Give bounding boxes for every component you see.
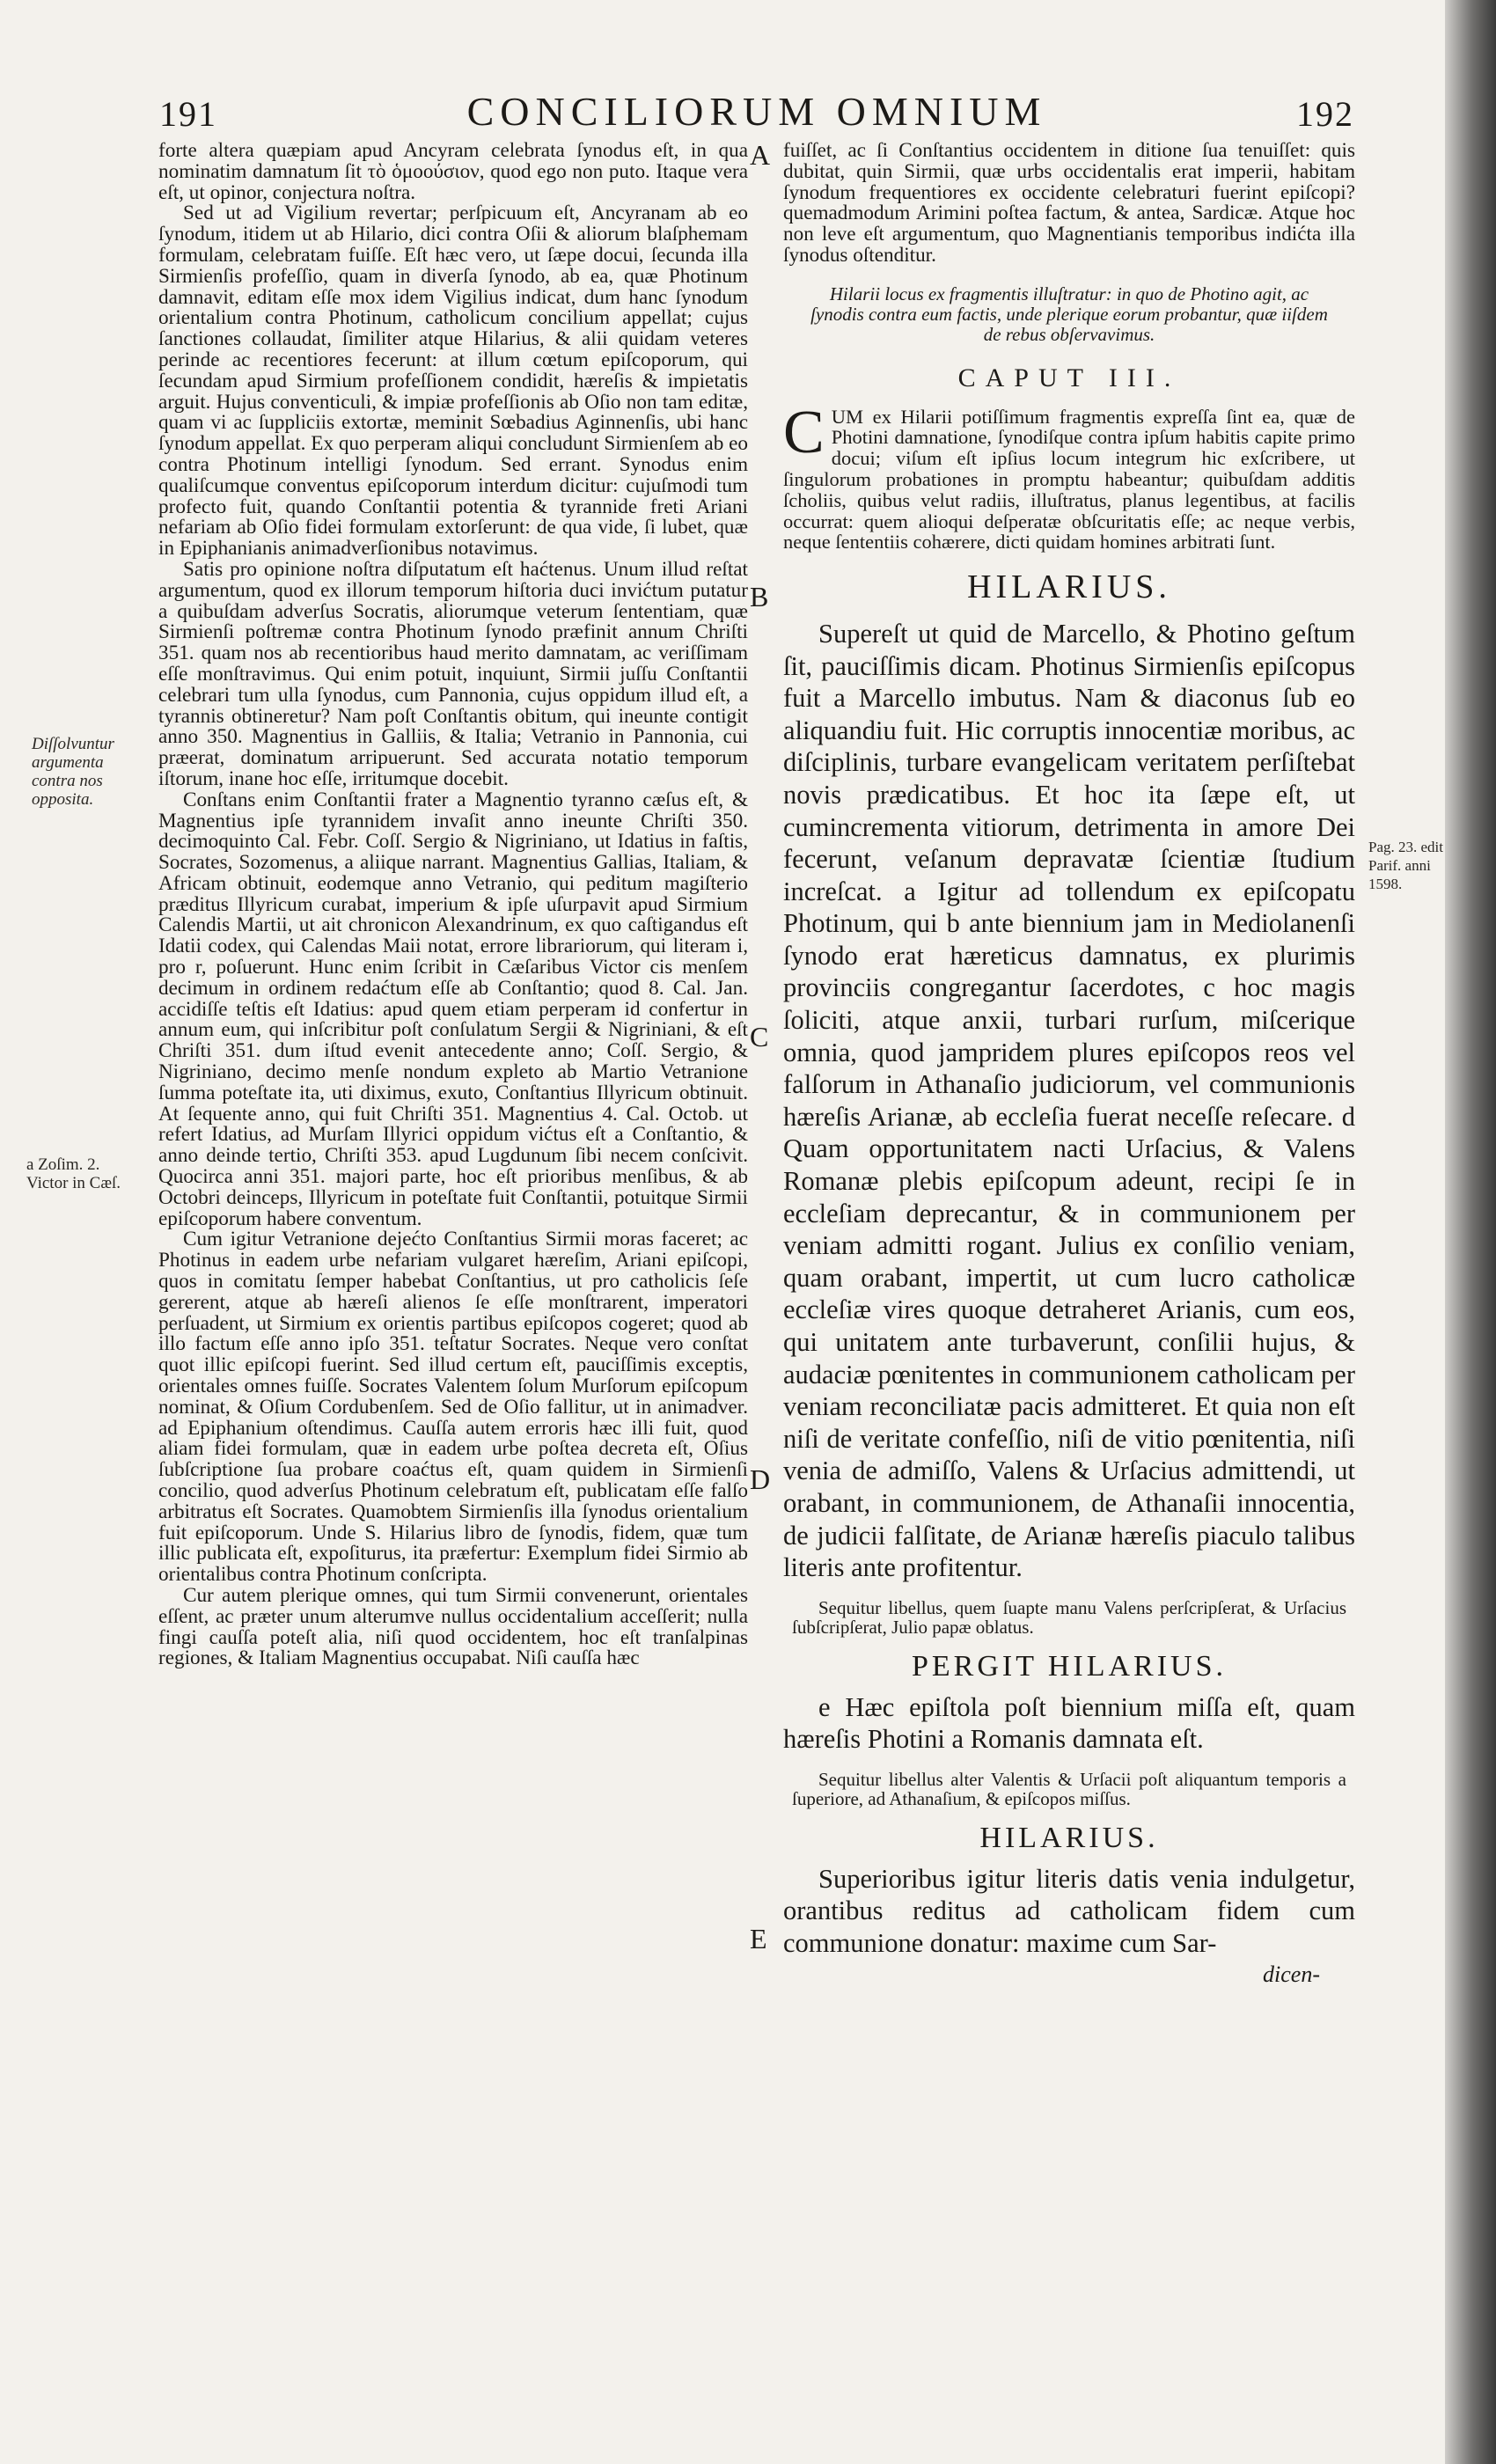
margin-note-left-2: a Zoſim. 2. Victor in Cæſ. bbox=[26, 1155, 121, 1192]
final-text: Superioribus igitur literis datis venia indulgetur, orantibus reditus ad catholicam fidem cum communione donatur: maxime cum Sar- bbox=[783, 1863, 1355, 1958]
catchword: dicen- bbox=[1263, 1962, 1320, 1988]
final-block bbox=[783, 1863, 1355, 1991]
chapter-heading: CAPUT III. bbox=[957, 363, 1181, 392]
heading-hilarius: HILARIUS. bbox=[967, 568, 1171, 606]
right-top-paragraph: fuiſſet, ac ſi Conſtantius occidentem in ditione ſua tenuiſſet: quis dubitat, quin Sirmii, quæ urbs occidentalis erat imperii, habitam ſynodum frequentiores ex occidente celebraturi fuerint epiſcopi? quemadmodum Arimini poſtea factum, & antea, Sardicæ. Atque hoc non leve eſt argumentum, quo Magnentianis temporibus indićta illa ſynodus oſtenditur. bbox=[783, 139, 1355, 267]
editorial-note-1: Sequitur libellus, quem ſuapte manu Valens perſcripſerat, & Urſacius ſubſcripſerat, Julio papæ oblatus. bbox=[792, 1596, 1346, 1638]
left-paragraph-5: Cum igitur Vetranione dejećto Conſtantius Sirmii moras faceret; ac Photinus in eadem urbe nefariam vulgaret hæreſim, Ariani epiſcopi, quos in comitatu ſemper habebat Conſtantius, ut pro catholicis ſeſe gererent, atque ab hæreſi alienos ſe eſſe monſtrarent, imperatori perſuadent, ut Sirmium ex orientis partibus epiſcopos cogeret; quod ab illo factum eſſe anno ipſo 351. teſtatur Socrates. Neque vero conſtat quot illic epiſcopi fuerint. Sed illud certum eſt, pauciſſimis exceptis, orientales omnes fuiſſe. Socrates Valentem ſolum Murſorum epiſcopum nominat, & Oſium Cordubenſem. Sed de Oſio fallitur, ut in animadver. ad Epiphanium oſtendimus. Cauſſa autem erroris hæc illi fuit, quod aliam fidei formulam, quæ in eadem urbe poſtea decreta eſt, Oſius ſubſcriptione ſua probare coaćtus eſt, quam quidem in Sirmienſi concilio, quod adverſus Photinum celebratum eſt, publicatam eſſe falſo arbitratus eſt Socrates. Quamobtem Sirmienſis illa ſynodus orientalium fuit epiſcoporum. Unde S. Hilarius libro de ſynodis, fidem, quæ tum illic publicata eſt, expoſiturus, ita præfertur: Exemplum fidei Sirmio ab orientalibus contra Photinum conſcripta. bbox=[158, 1228, 748, 1587]
margin-note-left-1: Diſſolvuntur argumenta contra nos opposita. bbox=[32, 735, 114, 809]
running-title: CONCILIORUM OMNIUM bbox=[466, 89, 1047, 134]
left-column bbox=[158, 141, 748, 1669]
pergit-text: e Hæc epiſtola poſt biennium miſſa eſt, quam hæreſis Photini a Romanis damnata eſt. bbox=[783, 1691, 1355, 1755]
section-letter-c: C bbox=[750, 1021, 769, 1052]
page-edge-shadow bbox=[1445, 0, 1496, 2464]
heading-hilarius-2: HILARIUS. bbox=[979, 1821, 1159, 1854]
margin-note-right-1: Pag. 23. edit Parif. anni 1598. bbox=[1368, 839, 1443, 892]
heading-pergit-hilarius: PERGIT HILARIUS. bbox=[911, 1649, 1228, 1683]
left-paragraph-1: forte altera quæpiam apud Ancyram celebrata ſynodus eſt, in qua nominatim damnatum ſit τὸ ὁμοούσιον, quod ego non puto. Itaque vera eſt, ut opinor, conjectura noſtra. bbox=[158, 139, 748, 204]
hilarius-text: Supereſt ut quid de Marcello, & Photino geſtum ſit, pauciſſimis dicam. Photinus Sirmienſis epiſcopus fuit a Marcello imbutus. Nam & diaconus ſub eo aliquandiu fuit. Hic corruptis innocentiæ moribus, ac diſciplinis, turbare evangelicam veritatem perſiſtebat novis prædicatibus. Et hoc ita ſæpe eſt, ut cumincrementa vitiorum, detrimenta in amore Dei fecerunt, veſanum depravatæ ſcientiæ ſtudium increſcat. a Igitur ad tollendum ex epiſcopatu Photinum, qui b ante biennium jam in Mediolanenſi ſynodo erat hæreticus damnatus, ex plurimis provinciis congregantur ſacerdotes, c hoc magis ſoliciti, atque anxii, turbari rurſum, miſcerique omnia, quod jampridem plures epiſcopos reos vel falſorum in Athanaſio judiciorum, vel communionis hæreſis Arianæ, ab eccleſia fuerat neceſſe reſecare. d Quam opportunitatem nacti Urſacius, & Valens Romanæ plebis epiſcopum adeunt, recipi ſe in eccleſiam deprecantur, & in communionem per veniam admitti rogant. Julius ex conſilio veniam, quam orabant, impertit, ut cum lucro catholicæ eccleſiæ vires quoque detraheret Arianis, cum eos, qui unitatem ante turbaverunt, conſilii hujus, & audaciæ pœnitentes in communionem catholicam per veniam reconciliatæ pacis admitteret. Et quia non eſt niſi de veritate confeſſio, niſi de vitio pœnitentia, niſi venia de admiſſo, Valens & Urſacius admittendi, ut orabant, in communionem, de Athanaſii innocentia, de judicii falſitate, de Arianæ hæreſis piaculo talibus literis ante profitentur. bbox=[783, 618, 1355, 1583]
editorial-note-2: Sequitur libellus alter Valentis & Urſacii poſt aliquantum temporis a ſuperiore, ad Athanaſium, & epiſcopos miſſus. bbox=[792, 1768, 1346, 1809]
running-header bbox=[154, 88, 1360, 141]
left-paragraph-2: Sed ut ad Vigilium revertar; perſpicuum eſt, Ancyranam ab eo ſynodum, itidem ut ab Hilario, dici contra Oſii & aliorum blaſphemam formulam, celebratam fuiſſe. Eſt hæc vero, ut ſæpe docui, ſecunda illa Sirmienſis profeſſio, quam in diverſa ſynodo, ab ea, quæ Photinum damnavit, editam eſſe mox idem Vigilius indicat, dum hanc ſynodum orientalium contra Photinum, catholicum concilium appellat; cujus ſanctiones collaudat, ſimiliter atque Hilarius, & alii quidam veteres perinde ac recentiores fecerunt: at illum cœtum epiſcoporum, qui ſecundam apud Sirmium profeſſionem condidit, hæreſis & impietatis arguit. Hujus conventiculi, & impiæ profeſſionis ab Oſio non tam editæ, quam vi ac ſuppliciis extortæ, meminit Sœbadius Aginnenſis, ubi hanc ſynodum appellat. Ex quo perperam aliqui concludunt Sirmienſem ab eo contra Photinum intelligi ſynodum. Sed errant. Synodus enim qualiſcumque conventus epiſcoporum interdum dicitur: cujuſmodi tum profecto fuit, quando Conſtantii potentia & tyrannide freti Ariani nefariam ab Oſio fidei formulam extorſerunt: de qua vide, ſi lubet, quæ in Epiphanianis animadverſionibus notavimus. bbox=[158, 202, 748, 561]
left-paragraph-4: Conſtans enim Conſtantii frater a Magnentio tyranno cæſus eſt, & Magnentius ipſe tyrannidem invaſit anno ineunte Chriſti 350. decimoquinto Cal. Febr. Coſſ. Sergio & Nigriniano, ut Idatius in faſtis, Socrates, Sozomenus, a aliique narrant. Magnentius Gallias, Italiam, & Africam obtinuit, eodemque anno Vetranio, qui peditum magiſterio præditus Illyricum curabat, imperium & ipſe uſurpavit apud Sirmium Calendis Martii, ut ait chronicon Alexandrinum, ex quo caſtigandus eſt Idatii codex, qui Calendas Maii notat, errore librariorum, qui literam i, pro r, poſuerunt. Hunc enim ſcribit in Cæſaribus Victor cis menſem decimum in ordinem redaćtum eſſe ab Conſtantio; quod 8. Cal. Jan. accidiſſe teſtis eſt Idatius: apud quem etiam perperam id confertur in annum eum, qui inſcribitur poſt conſulatum Sergii & Nigriniani, & eſt Chriſti 351. dum iſtud evenit antecedente anno; Coſſ. Sergio, & Nigriniano, decimo menſe nondum expleto ab Martio Vetranione ſumma poteſtate ita, uti diximus, exuto, Conſtantius Illyricum obtinuit. At ſequente anno, qui fuit Chriſti 351. Magnentius 4. Cal. Octob. ut refert Idatius, ad Murſam Illyrici oppidum vićtus eſt a Conſtantio, & anno deinde tertio, Chriſti 353. apud Lugdunum ſibi necem conſcivit. Quocirca anni 351. majori parte, hoc eſt prioribus menſibus, & ab Octobri deinceps, Illyricum in poteſtate fuit Conſtantii, potuitque Sirmii epiſcoporum habere conventum. bbox=[158, 788, 748, 1230]
drop-capital: C bbox=[783, 398, 825, 466]
page-number-right: 192 bbox=[1296, 94, 1354, 134]
section-letter-b: B bbox=[750, 581, 769, 612]
pergit-block bbox=[783, 1691, 1355, 1756]
hilarius-quote-block bbox=[783, 618, 1355, 1584]
section-letter-a: A bbox=[750, 139, 771, 171]
left-paragraph-3: Satis pro opinione noſtra diſputatum eſt haćtenus. Unum illud reſtat argumentum, quod ex illorum temporum hiſtoria duci invićtum putatur a quibuſdam adverſus Socratis, aliorumque veterum ſententiam, quæ Sirmienſi poſtremæ contra Photinum ſynodo præfinit annum Chriſti 351. quam nos ab recentioribus haud merito damnatam, ac veriſſimam eſſe monſtravimus. Qui enim potuit, inquiunt, Sirmii juſſu Conſtantii celebrari tum ulla ſynodus, cum Pannonia, cujus oppidum illud eſt, a tyrannis obtineretur? Nam poſt Conſtantis obitum, qui ineunte contigit anno 350. Magnentius in Galliis, & Italia; Vetranio in Pannonia, cui præerat, dominatum arripuerunt. Sed accurata notatio temporum iſtorum, inane hoc eſſe, irritumque docebit. bbox=[158, 557, 748, 790]
section-letter-d: D bbox=[750, 1463, 771, 1495]
chapter-paragraph bbox=[783, 398, 1355, 554]
right-column bbox=[783, 141, 1355, 1991]
section-letter-e: E bbox=[750, 1923, 767, 1954]
chapter-summary: Hilarii locus ex fragmentis illuſtratur: in quo de Photino agit, ac ſynodis contra eum factis, unde plerique eorum probantur, quæ iiſdem de rebus obſervavimus. bbox=[810, 282, 1328, 345]
left-paragraph-6: Cur autem plerique omnes, qui tum Sirmii convenerunt, orientales eſſent, ac præter unum alterumve nullus occidentalium acceſſerit; nulla fingi cauſſa poteſt alia, niſi quod occidentem, hoc eſt tranſalpinas regiones, & Italiam Magnentius occupabat. Niſi cauſſa hæc bbox=[158, 1583, 748, 1670]
page-number-left: 191 bbox=[159, 94, 217, 134]
chapter-text: UM ex Hilarii potiſſimum fragmentis expreſſa ſint ea, quæ de Photini damnatione, ſynodiſque contra ipſum habitis capite primo docui; viſum eſt ipſius locum integrum hic exſcribere, ut ſingulorum probationes in promptu habeantur; quibuſdam additis ſcholiis, quibus velut radiis, illuſtratus, planus legentibus, at facilis occurrat: quem alioqui deſperatæ obſcuritatis eſſe; ac neque verbis, neque ſententiis cohærere, dicti quidam homines arbitrati ſunt. bbox=[783, 405, 1355, 554]
